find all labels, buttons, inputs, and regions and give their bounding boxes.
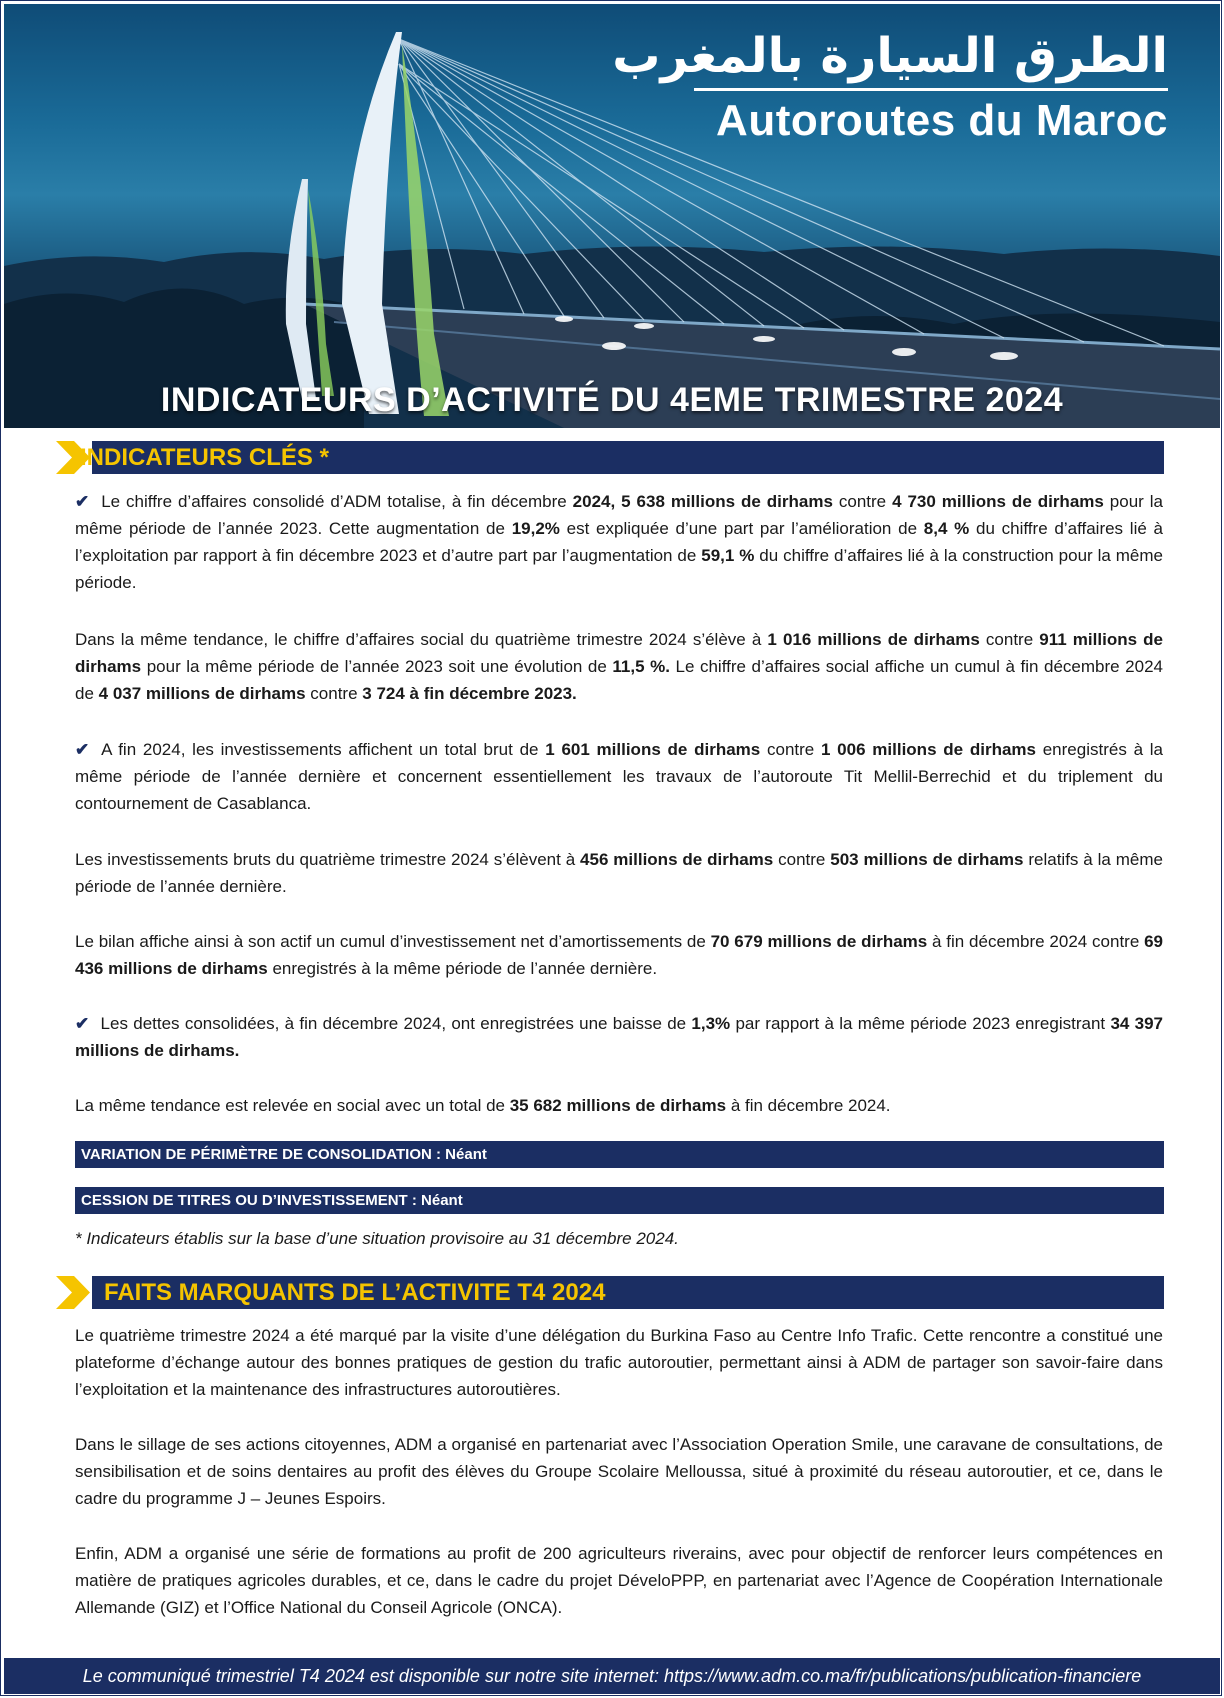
section-header-faits-marquants <box>52 1276 1164 1309</box>
section-title: FAITS MARQUANTS DE L’ACTIVITE T4 2024 <box>104 1279 606 1306</box>
chevron-right-icon <box>52 1276 92 1309</box>
paragraph-burkina-faso: Le quatrième trimestre 2024 a été marqué par la visite d’une délégation du Burkina Faso au Centre Info Trafic. Cette rencontre a constitué une plateforme d’échange autour des bonnes pratiques de gestion du trafic autoroutier, permettant ainsi à ADM de partager son savoir-faire dans l’exploitation et la maintenance des infrastructures autoroutières. <box>75 1326 1163 1399</box>
paragraph-investissements: ✔ A fin 2024, les investissements affichent un total brut de 1 601 millions de dirhams contre 1 006 millions de dirhams enregistrés à la même période de l’année dernière et concernent essentiellement les travaux de l’autoroute Tit Mellil-Berrechid et du triplement du contournement de Casablanca. <box>75 740 1163 813</box>
paragraph-operation-smile: Dans le sillage de ses actions citoyennes, ADM a organisé en partenariat avec l’Association Operation Smile, une caravane de consultations, de sensibilisation et de soins dentaires au profit des élèves du Groupe Scolaire Melloussa, situé à proximité du réseau autoroutier, et ce, dans le cadre du programme J – Jeunes Espoirs. <box>75 1435 1163 1508</box>
paragraph-dettes: ✔ Les dettes consolidées, à fin décembre 2024, ont enregistrées une baisse de 1,3% par rapport à la même période 2023 enregistrant 34 397 millions de dirhams. <box>75 1014 1164 1060</box>
page-title: INDICATEURS D’ACTIVITÉ DU 4EME TRIMESTRE 2024 <box>160 381 1064 419</box>
checkmark-icon: ✔ <box>75 740 90 759</box>
paragraph-ca-social: Dans la même tendance, le chiffre d’affaires social du quatrième trimestre 2024 s’élève à 1 016 millions de dirhams contre 911 millions de dirhams pour la même période de l’année 2023 soit une évolution de 11,5 %. Le chiffre d’affaires social affiche un cumul à fin décembre 2024 de 4 037 millions de dirhams contre 3 724 à fin décembre 2023. <box>75 630 1163 703</box>
paragraph-ca-consolide: ✔ Le chiffre d’affaires consolidé d’ADM totalise, à fin décembre 2024, 5 638 millions de dirhams contre 4 730 millions de dirhams pour la même période de l’année 2023. Cette augmentation de 19,2% est expliquée d’une part par l’amélioration de 8,4 % du chiffre d’affaires lié à l’exploitation par rapport à fin décembre 2023 et d’autre part par l’augmentation de 59,1 % du chiffre d’affaires lié à la construction pour la même période. <box>75 492 1163 592</box>
logo-divider <box>694 88 1168 91</box>
bar-cession-titres: CESSION DE TITRES OU D’INVESTISSEMENT : Néant <box>75 1187 1164 1214</box>
logo-french: Autoroutes du Maroc <box>716 96 1168 145</box>
section-title: INDICATEURS CLÉS * <box>80 444 329 471</box>
paragraph-bilan: Le bilan affiche ainsi à son actif un cumul d’investissement net d’amortissements de 70 679 millions de dirhams à fin décembre 2024 contre 69 436 millions de dirhams enregistrés à la même période de l’année dernière. <box>75 932 1163 978</box>
paragraph-formations: Enfin, ADM a organisé une série de formations au profit de 200 agriculteurs riverains, avec pour objectif de renforcer leurs compétences en matière de pratiques agricoles durables, et ce, dans le cadre du projet DéveloPPP, en partenariat avec l’Agence de Coopération Internationale Allemande (GIZ) et l’Office National du Conseil Agricole (ONCA). <box>75 1544 1163 1617</box>
footer-website-notice: Le communiqué trimestriel T4 2024 est disponible sur notre site internet: https://www.adm.co.ma/fr/publications/publication-financiere <box>4 1658 1220 1694</box>
paragraph-investissements-t4: Les investissements bruts du quatrième trimestre 2024 s’élèvent à 456 millions de dirhams contre 503 millions de dirhams relatifs à la même période de l’année dernière. <box>75 850 1163 896</box>
logo-arabic: الطرق السيارة بالمغرب <box>612 28 1168 84</box>
checkmark-icon: ✔ <box>75 492 90 511</box>
header-banner <box>4 4 1220 428</box>
checkmark-icon: ✔ <box>75 1014 90 1033</box>
section-header-indicateurs <box>52 441 1164 474</box>
paragraph-dettes-social: La même tendance est relevée en social avec un total de 35 682 millions de dirhams à fin décembre 2024. <box>75 1096 891 1115</box>
footnote: * Indicateurs établis sur la base d’une situation provisoire au 31 décembre 2024. <box>75 1229 679 1248</box>
bar-perimetre-consolidation: VARIATION DE PÉRIMÈTRE DE CONSOLIDATION : Néant <box>75 1141 1164 1168</box>
